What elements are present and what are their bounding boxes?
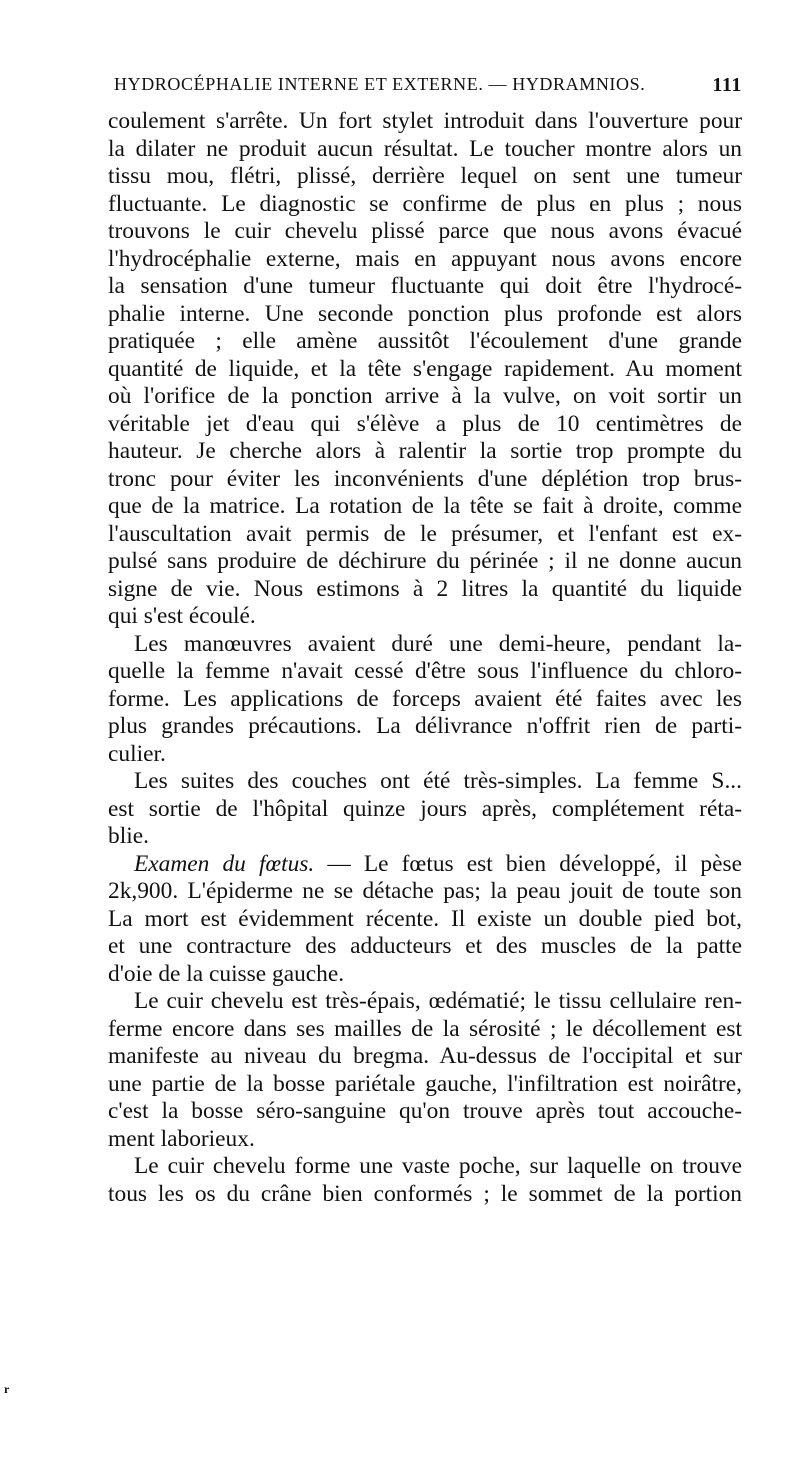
- running-head: [110, 68, 742, 102]
- body-text: [108, 108, 742, 1208]
- text-line: phalie interne. Une seconde ponction plus profonde est alors: [108, 300, 742, 327]
- paragraph: [108, 768, 742, 851]
- page-number: 111: [712, 74, 742, 96]
- text-line: hauteur. Je cherche alors à ralentir la sortie trop prompte du: [108, 438, 742, 464]
- paragraph: [108, 851, 742, 989]
- text-line: que de la matrice. La rotation de la tête se fait à droite, comme: [108, 493, 742, 519]
- text-line: est sortie de l'hôpital quinze jours après, complétement réta-: [108, 795, 742, 822]
- text-line: blie.: [108, 823, 149, 849]
- paragraph: [108, 631, 742, 769]
- text-line: l'auscultation avait permis de le présumer, et l'enfant est ex-: [108, 520, 742, 547]
- text-line: quantité de liquide, et la tête s'engage rapidement. Au moment: [108, 355, 742, 382]
- text-line: Le cuir chevelu est très-épais, œdématié; le tissu cellulaire ren-: [134, 988, 742, 1014]
- text-line: forme. Les applications de forceps avaient été faites avec les: [108, 685, 742, 712]
- margin-mark: r: [4, 1382, 10, 1396]
- text-line: une partie de la bosse pariétale gauche, l'infiltration est noirâtre,: [108, 1070, 742, 1097]
- text-line: qui s'est écoulé.: [108, 603, 256, 629]
- text-line: Les suites des couches ont été très-simples. La femme S...: [134, 768, 742, 794]
- text-line: véritable jet d'eau qui s'élève a plus de 10 centimètres de: [108, 410, 742, 437]
- text-line: Les manœuvres avaient duré une demi-heure, pendant la-: [134, 630, 742, 657]
- text-line: [108, 851, 742, 879]
- text-line: manifeste au niveau du bregma. Au-dessus de l'occipital et sur: [108, 1043, 742, 1069]
- text-line: pratiquée ; elle amène aussitôt l'écoulement d'une grande: [108, 328, 742, 354]
- text-line: ment laborieux.: [108, 1125, 255, 1152]
- text-line: tissu mou, flétri, plissé, derrière lequel on sent une tumeur: [108, 163, 742, 189]
- text-line: la sensation d'une tumeur fluctuante qui doit être l'hydrocé-: [108, 273, 742, 299]
- paragraph: [108, 988, 742, 1153]
- text-line: ferme encore dans ses mailles de la sérosité ; le décollement est: [108, 1015, 742, 1042]
- text-line: tous les os du crâne bien conformés ; le sommet de la portion: [108, 1180, 742, 1207]
- text-line: où l'orifice de la ponction arrive à la vulve, on voit sortir un: [108, 383, 742, 409]
- text-line: la dilater ne produit aucun résultat. Le toucher montre alors un: [108, 135, 742, 162]
- text-line: d'oie de la cuisse gauche.: [108, 960, 345, 987]
- text-line: trouvons le cuir chevelu plissé parce que nous avons évacué: [108, 218, 742, 244]
- paragraph: [108, 1153, 742, 1208]
- text-line: et une contracture des adducteurs et des muscles de la patte: [108, 933, 742, 959]
- paragraph: [108, 108, 742, 631]
- text-line: Le cuir chevelu forme une vaste poche, sur laquelle on trouve: [134, 1153, 742, 1179]
- text-line: tronc pour éviter les inconvénients d'une déplétion trop brus-: [108, 465, 742, 492]
- text-line: l'hydrocéphalie externe, mais en appuyant nous avons encore: [108, 245, 742, 272]
- text-run: — Le fœtus est bien développé, il pèse: [314, 850, 742, 877]
- text-line: signe de vie. Nous estimons à 2 litres la quantité du liquide: [108, 575, 742, 602]
- text-line: fluctuante. Le diagnostic se confirme de plus en plus ; nous: [108, 190, 742, 217]
- running-title: HYDROCÉPHALIE INTERNE ET EXTERNE. — HYDRAMNIOS.: [114, 74, 646, 94]
- text-line: coulement s'arrête. Un fort stylet introduit dans l'ouverture pour: [108, 108, 742, 134]
- text-line: quelle la femme n'avait cessé d'être sous l'influence du chloro-: [108, 658, 742, 684]
- text-line: pulsé sans produire de déchirure du périnée ; il ne donne aucun: [108, 548, 742, 574]
- text-line: 2k,900. L'épiderme ne se détache pas; la peau jouit de toute son: [108, 878, 742, 904]
- text-line: plus grandes précautions. La délivrance n'offrit rien de parti-: [108, 713, 742, 739]
- text-line: La mort est évidemment récente. Il existe un double pied bot,: [108, 905, 742, 932]
- section-heading: Examen du fœtus.: [134, 850, 315, 877]
- text-line: culier.: [108, 740, 166, 767]
- text-line: c'est la bosse séro-sanguine qu'on trouve après tout accouche-: [108, 1098, 742, 1124]
